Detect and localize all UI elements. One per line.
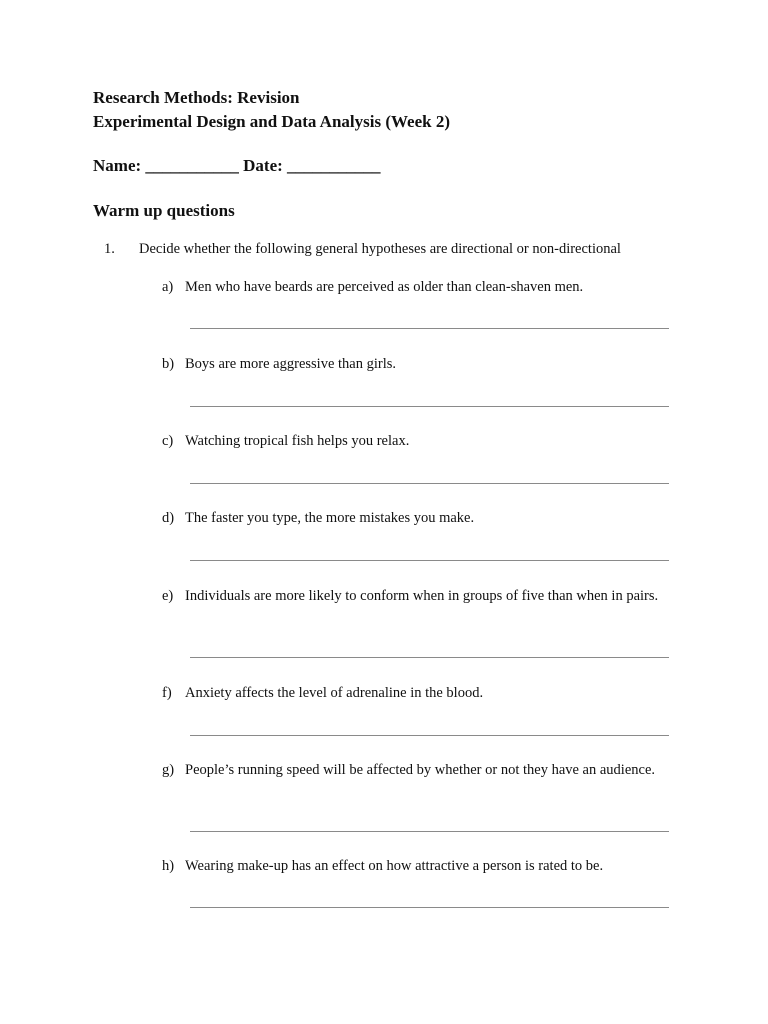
question-number: 1.	[104, 241, 115, 257]
answer-line[interactable]	[190, 406, 669, 407]
question-prompt: Decide whether the following general hypotheses are directional or non-directional	[139, 241, 621, 257]
item-letter: c)	[162, 433, 174, 449]
item-text: Men who have beards are perceived as older than clean-shaven men.	[185, 279, 584, 295]
item-letter: b)	[162, 356, 175, 372]
answer-line[interactable]	[190, 831, 669, 832]
list-item	[162, 432, 682, 451]
list-item	[162, 509, 682, 528]
item-letter: d)	[162, 510, 175, 526]
list-item	[162, 587, 682, 606]
document-subtitle: Experimental Design and Data Analysis (Week 2)	[93, 112, 451, 131]
list-item	[162, 857, 682, 876]
item-text: The faster you type, the more mistakes you make.	[185, 510, 475, 526]
section-heading: Warm up questions	[93, 201, 235, 220]
item-text: Anxiety affects the level of adrenaline in the blood.	[185, 685, 484, 701]
item-letter: g)	[162, 762, 175, 778]
item-text: Wearing make-up has an effect on how attractive a person is rated to be.	[185, 858, 604, 874]
answer-line[interactable]	[190, 657, 669, 658]
item-text: Individuals are more likely to conform when in groups of five than when in pairs.	[185, 588, 659, 604]
answer-line[interactable]	[190, 735, 669, 736]
item-letter: f)	[162, 685, 172, 701]
item-letter: a)	[162, 279, 174, 295]
name-date-line: Name: ___________ Date: ___________	[93, 156, 381, 175]
answer-line[interactable]	[190, 483, 669, 484]
list-item	[162, 761, 682, 780]
document-title: Research Methods: Revision	[93, 88, 300, 107]
item-text: People’s running speed will be affected by whether or not they have an audience.	[185, 762, 656, 778]
item-text: Watching tropical fish helps you relax.	[185, 433, 410, 449]
answer-line[interactable]	[190, 328, 669, 329]
list-item	[162, 278, 682, 297]
list-item	[162, 355, 682, 374]
list-item	[162, 684, 682, 703]
item-letter: h)	[162, 858, 175, 874]
item-text: Boys are more aggressive than girls.	[185, 356, 397, 372]
answer-line[interactable]	[190, 560, 669, 561]
answer-line[interactable]	[190, 907, 669, 908]
item-letter: e)	[162, 588, 174, 604]
